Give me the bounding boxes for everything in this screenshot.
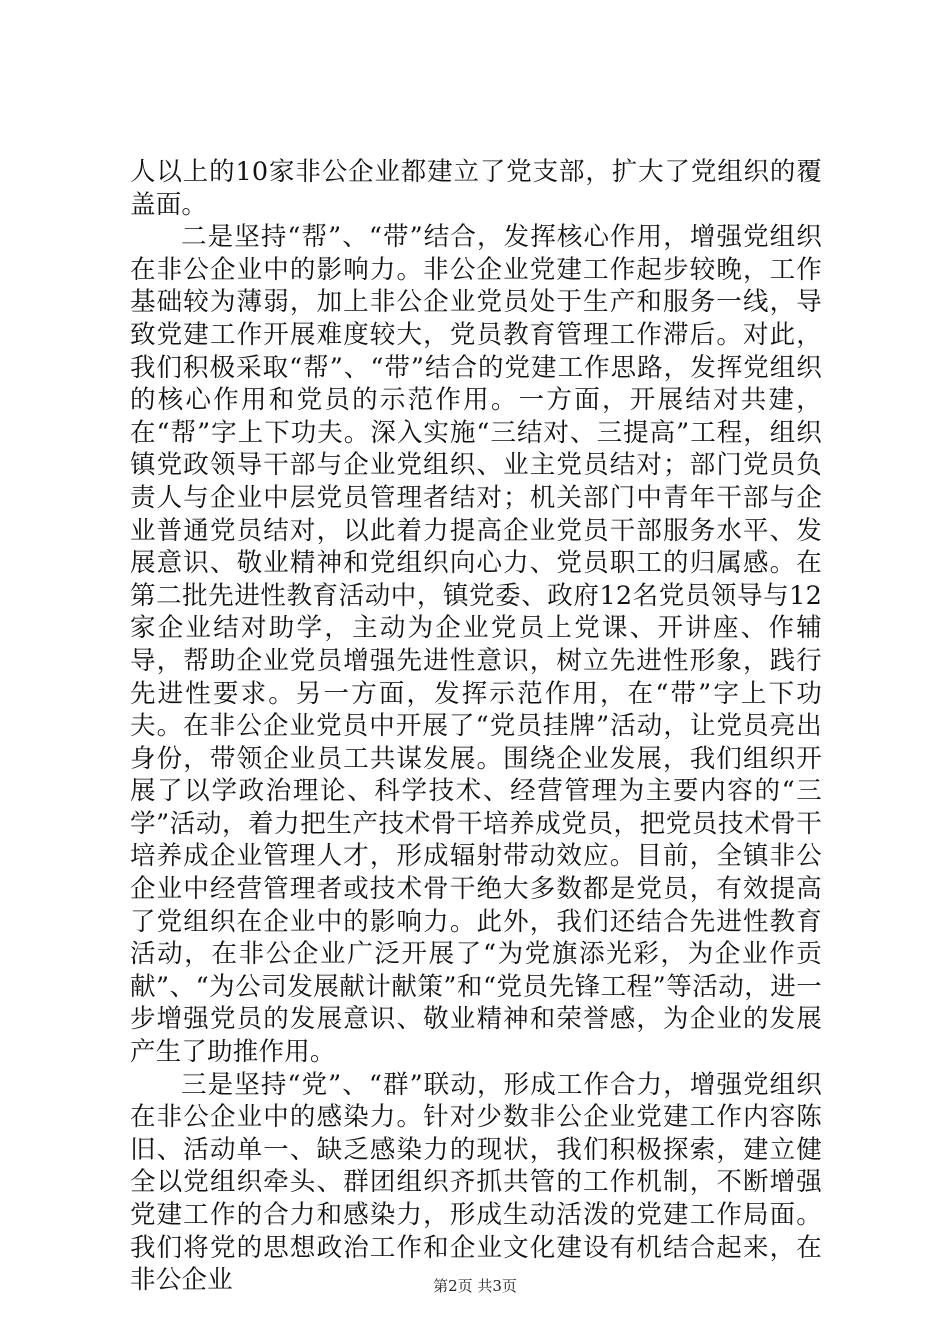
page-footer: 第2页 共3页 [433, 1277, 517, 1295]
document-body [130, 156, 822, 1297]
paragraph-point-two: 二是坚持“帮”、“带”结合，发挥核心作用，增强党组织在非公企业中的影响力。非公企业党建工作起步较晚，工作基础较为薄弱，加上非公企业党员处于生产和服务一线，导致党建工作开展难度较大，党员教育管理工作滞后。对此，我们积极采取“帮”、“带”结合的党建工作思路，发挥党组织的核心作用和党员的示范作用。一方面，开展结对共建，在“帮”字上下功夫。深入实施“三结对、三提高”工程，组织镇党政领导干部与企业党组织、业主党员结对；部门党员负责人与企业中层党员管理者结对；机关部门中青年干部与企业普通党员结对，以此着力提高企业党员干部服务水平、发展意识、敬业精神和党组织向心力、党员职工的归属感。在第二批先进性教育活动中，镇党委、政府12名党员领导与12家企业结对助学，主动为企业党员上党课、开讲座、作辅导，帮助企业党员增强先进性意识，树立先进性形象，践行先进性要求。另一方面，发挥示范作用，在“带”字上下功夫。在非公企业党员中开展了“党员挂牌”活动，让党员亮出身份，带领企业员工共谋发展。围绕企业发展，我们组织开展了以学政治理论、科学技术、经营管理为主要内容的“三学”活动，着力把生产技术骨干培养成党员，把党员技术骨干培养成企业管理人才，形成辐射带动效应。目前，全镇非公企业中经营管理者或技术骨干绝大多数都是党员，有效提高了党组织在企业中的影响力。此外，我们还结合先进性教育活动，在非公企业广泛开展了“为党旗添光彩，为企业作贡献”、“为公司发展献计献策”和“党员先锋工程”等活动，进一步增强党员的发展意识、敬业精神和荣誉感，为企业的发展产生了助推作用。 [130, 222, 822, 1068]
paragraph-point-three: 三是坚持“党”、“群”联动，形成工作合力，增强党组织在非公企业中的感染力。针对少数非公企业党建工作内容陈旧、活动单一、缺乏感染力的现状，我们积极探索，建立健全以党组织牵头、群团组织齐抓共管的工作机制，不断增强党建工作的合力和感染力，形成生动活泼的党建工作局面。我们将党的思想政治工作和企业文化建设有机结合起来，在非公企业 [130, 1069, 822, 1296]
paragraph-continuation: 人以上的10家非公企业都建立了党支部，扩大了党组织的覆盖面。 [130, 157, 822, 220]
